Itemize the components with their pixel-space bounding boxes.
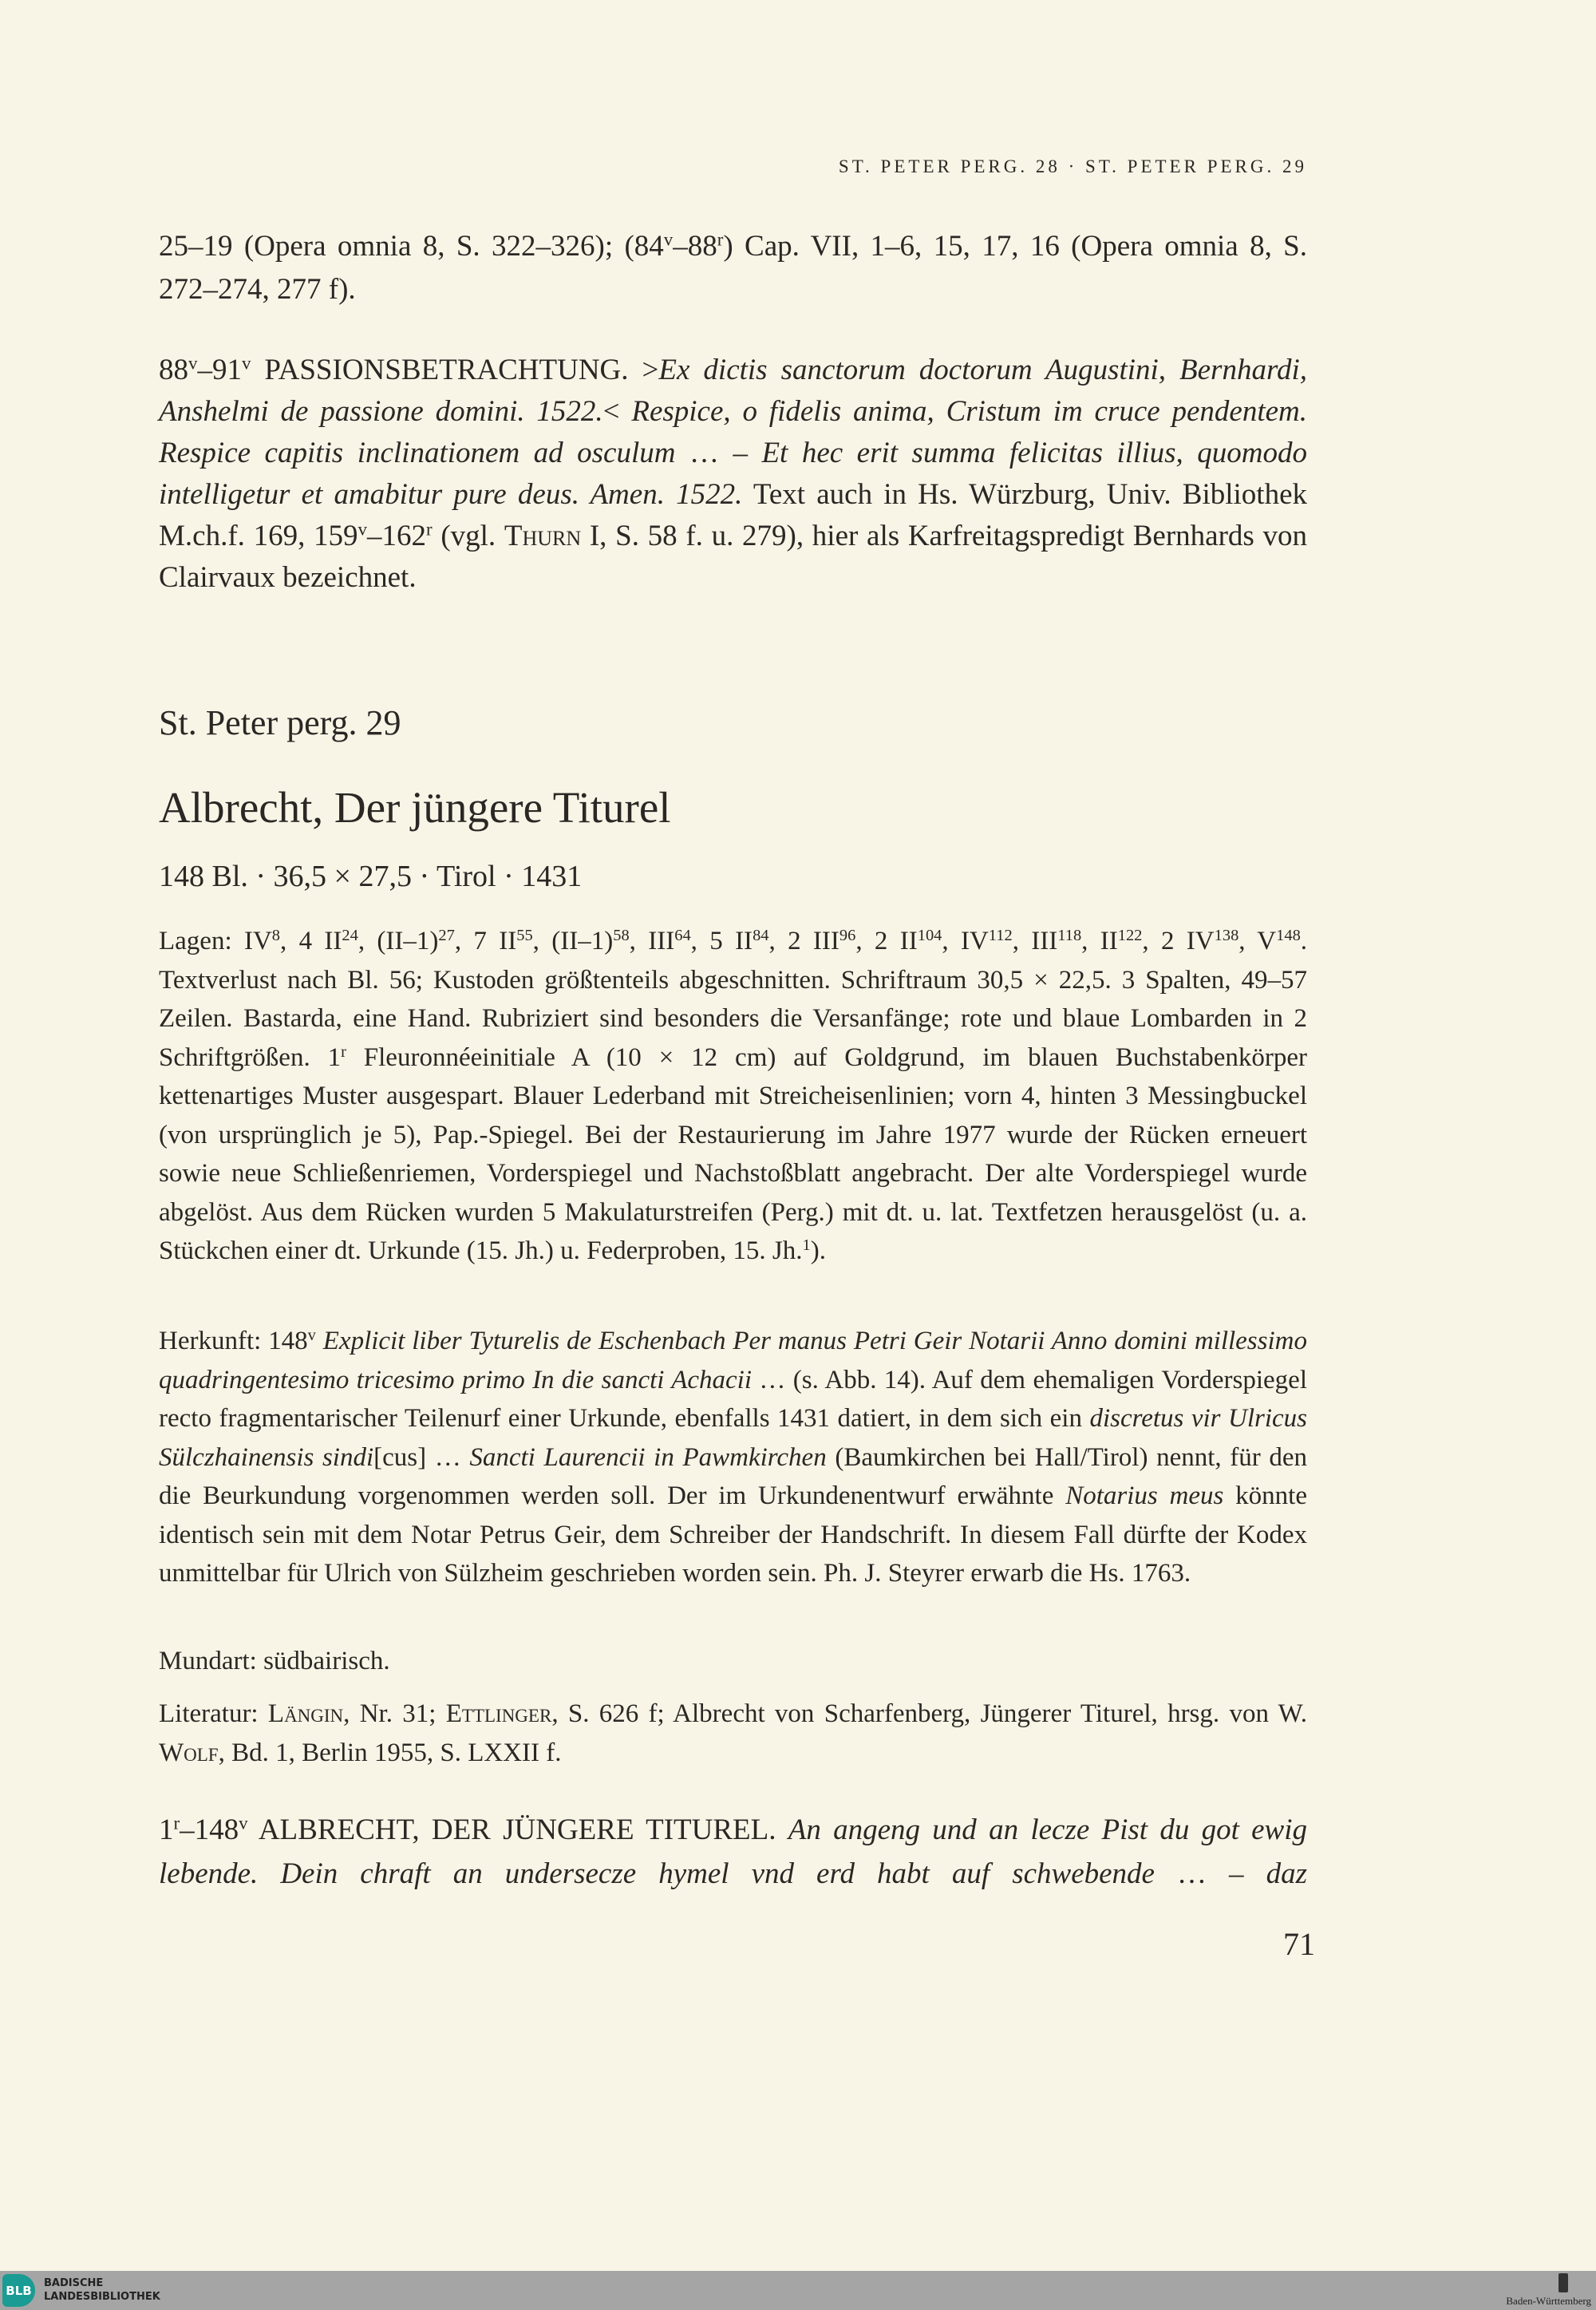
superscript: 118 [1057,926,1082,944]
text-run: Lagen: IV [159,927,272,955]
state-name: Baden-Württemberg [1506,2295,1591,2307]
text-run: ) Cap. VII, 1–6, 15, 17, 16 (Opera omnia 8, S. 272–274, 277 f). [159,230,1307,306]
text-run: [cus] … [373,1442,470,1472]
superscript: v [241,353,251,374]
superscript: 55 [516,926,533,944]
library-name-line1: BADISCHE [44,2277,104,2289]
author-name: Thurn [504,520,582,552]
text-run: ALBRECHT, DER JÜNGERE TITUREL. [247,1814,788,1846]
author-name: Wolf [159,1738,219,1767]
superscript: r [173,1813,180,1833]
running-head: ST. PETER PERG. 28 · ST. PETER PERG. 29 [838,156,1307,176]
paragraph-content-titurel [159,1808,1307,1896]
text-run: , 2 III [768,927,839,955]
text-run: , (II–1) [532,927,614,955]
text-run: , S. 626 f; Albrecht von Scharfenberg, Jüngerer Titurel, hrsg. von W. [551,1699,1308,1728]
superscript: 104 [917,926,942,944]
paragraph-opera-omnia [159,225,1307,311]
blb-logo-icon[interactable]: BLB [2,2274,35,2307]
text-run: , 4 II [280,927,342,955]
text-run: 1 [159,1814,174,1846]
text-run: , (II–1) [358,927,439,955]
superscript: r [426,519,433,540]
text-run: –91 [197,354,242,386]
superscript: v [358,519,367,540]
superscript: 64 [674,926,691,944]
superscript: 27 [438,926,455,944]
italic-quote: Et hec erit summa felicitas illius, quomodo intelligetur et amabitur pure deus. Amen. 1522. [159,437,1307,511]
text-run: –162 [367,520,426,552]
text-run: ). [810,1236,826,1265]
text-run [316,1327,323,1355]
text-run: (vgl. [432,520,504,552]
text-run: … – [1154,1857,1266,1890]
paragraph-mundart [159,1642,1307,1681]
superscript: 1 [802,1236,811,1254]
superscript: r [341,1042,346,1061]
superscript: v [188,353,198,374]
superscript: v [307,1326,316,1344]
superscript: r [717,229,724,250]
library-name[interactable] [44,2276,160,2304]
physical-description: 148 Bl. · 36,5 × 27,5 · Tirol · 1431 [159,860,583,893]
text-run: , V [1238,927,1277,955]
superscript: 148 [1276,926,1301,944]
text-run: , Nr. 31; [343,1699,446,1728]
paragraph-lagen [159,922,1307,1271]
superscript: 58 [613,926,630,944]
text-run: Fleuronnéeinitiale A (10 × 12 cm) auf Goldgrund, im blauen Buchstabenkörper kettenartiges Muster ausgespart. Blauer Lederband mit Streicheisenlinien; vorn 4, hinten 3 Messingbuckel (von ursprünglich je 5), Pap.-Spiegel. Bei der Restaurierung im Jahre 1977 wurde der Rücken erneuert sowie neue Schließenriemen, Vorderspiegel und Nachstoßblatt angebracht. Der alte Vorderspiegel wurde abgelöst. Aus dem Rücken wurden 5 Makulaturstreifen (Perg.) mit dt. u. lat. Textfetzen herausgelöst (u. a. Stückchen einer dt. Urkunde (15. Jh.) u. Federproben, 15. Jh. [159,1042,1308,1265]
italic-quote: Ex dictis sanctorum doctorum Augustini, Bernhardi, Anshelmi de passione domini. 1522. [159,354,1308,428]
text-run: könnte identisch sein mit dem Notar Petrus Geir, dem Schreiber der Handschrift. In diesem Fall dürfte der Kodex unmittelbar für Ulrich von Sülzheim geschrieben worden sein. Ph. J. Steyrer erwarb die Hs. 1763. [159,1481,1307,1588]
superscript: 8 [271,926,280,944]
italic-quote: An angeng und an lecze Pist du got ewig lebende. Dein chraft an undersecze hymel vnd erd habt auf schwebende [159,1814,1307,1890]
text-run: . Textverlust nach Bl. 56; Kustoden größtenteils abgeschnitten. Schriftraum 30,5 × 22,5. 3 Spalten, 49–57 Zeilen. Bastarda, eine Hand. Rubriziert sind besonders die Versanfänge; rote und blaue Lombarden in 2 Schriftgrößen. 1 [159,927,1308,1072]
paragraph-literatur [159,1695,1307,1772]
text-run: –88 [673,230,717,263]
text-run: < [602,395,632,428]
library-name-line2: LANDESBIBLIOTHEK [44,2291,160,2303]
italic-quote: Explicit liber Tyturelis de Eschenbach Per manus Petri Geir Notarii Anno domini millessimo quadringentesimo tricesimo primo In die sancti Achacii [159,1327,1307,1394]
superscript: 96 [839,926,856,944]
text-run: 88 [159,354,188,386]
superscript: 24 [342,926,358,944]
shelfmark-heading: St. Peter perg. 29 [159,703,401,742]
superscript: 112 [988,926,1013,944]
text-run: (Baumkirchen bei Hall/Tirol) nennt, für den die Beurkundung vorgenommen werden soll. Der im Urkundenentwurf erwähnte [159,1442,1308,1510]
paragraph-passionsbetrachtung [159,350,1307,599]
text-run: I, S. 58 f. u. 279), hier als Karfreitagspredigt Bernhards von Clairvaux bezeichnet. [159,520,1307,594]
text-run: , II [1081,927,1118,955]
text-run: , 5 II [690,927,753,955]
author-name: Ettlinger [445,1699,552,1728]
superscript: v [663,229,674,250]
page-number: 71 [1283,1926,1315,1962]
coat-of-arms-icon [1558,2273,1568,2292]
superscript: 122 [1117,926,1143,944]
text-run: Text auch in Hs. Würzburg, Univ. Bibliothek M.ch.f. 169, 159 [159,478,1307,552]
text-run: 25–19 (Opera omnia 8, S. 322–326); (84 [159,230,664,263]
text-run: , III [1012,927,1058,955]
text-run: –148 [180,1814,239,1846]
text-run: PASSIONSBETRACHTUNG. > [251,354,659,386]
footer-bar [0,2271,1596,2310]
text-run: Mundart: südbairisch. [159,1647,390,1675]
text-run: … – [675,437,762,469]
text-run: Literatur: [159,1699,268,1728]
italic-quote: Notarius meus [1065,1481,1224,1510]
text-run: , III [629,927,675,955]
paragraph-herkunft [159,1322,1307,1593]
italic-quote: Sancti Laurencii in Pawmkirchen [469,1442,827,1472]
manuscript-title: Albrecht, Der jüngere Titurel [159,783,671,832]
italic-quote: Respice, o fidelis anima, Cristum im cruce pendentem. Respice capitis inclinationem ad osculum [159,395,1307,469]
superscript: 84 [753,926,769,944]
italic-quote: discretus vir Ulricus Sülczhainensis sindi [159,1404,1307,1472]
text-run: , IV [942,927,989,955]
text-run: , 2 II [855,927,918,955]
italic-quote: daz [1266,1857,1308,1890]
superscript: v [239,1813,248,1833]
superscript: 138 [1214,926,1239,944]
text-run: … (s. Abb. 14). Auf dem ehemaligen Vorderspiegel recto fragmentarischer Teilenurf einer Urkunde, ebenfalls 1431 datiert, in dem sich ein [159,1365,1307,1433]
text-run: , 7 II [454,927,517,955]
text-run: , 2 IV [1142,927,1215,955]
text-run: , Bd. 1, Berlin 1955, S. LXXII f. [218,1738,562,1767]
text-run: Herkunft: 148 [159,1327,308,1355]
author-name: Längin [267,1699,344,1728]
